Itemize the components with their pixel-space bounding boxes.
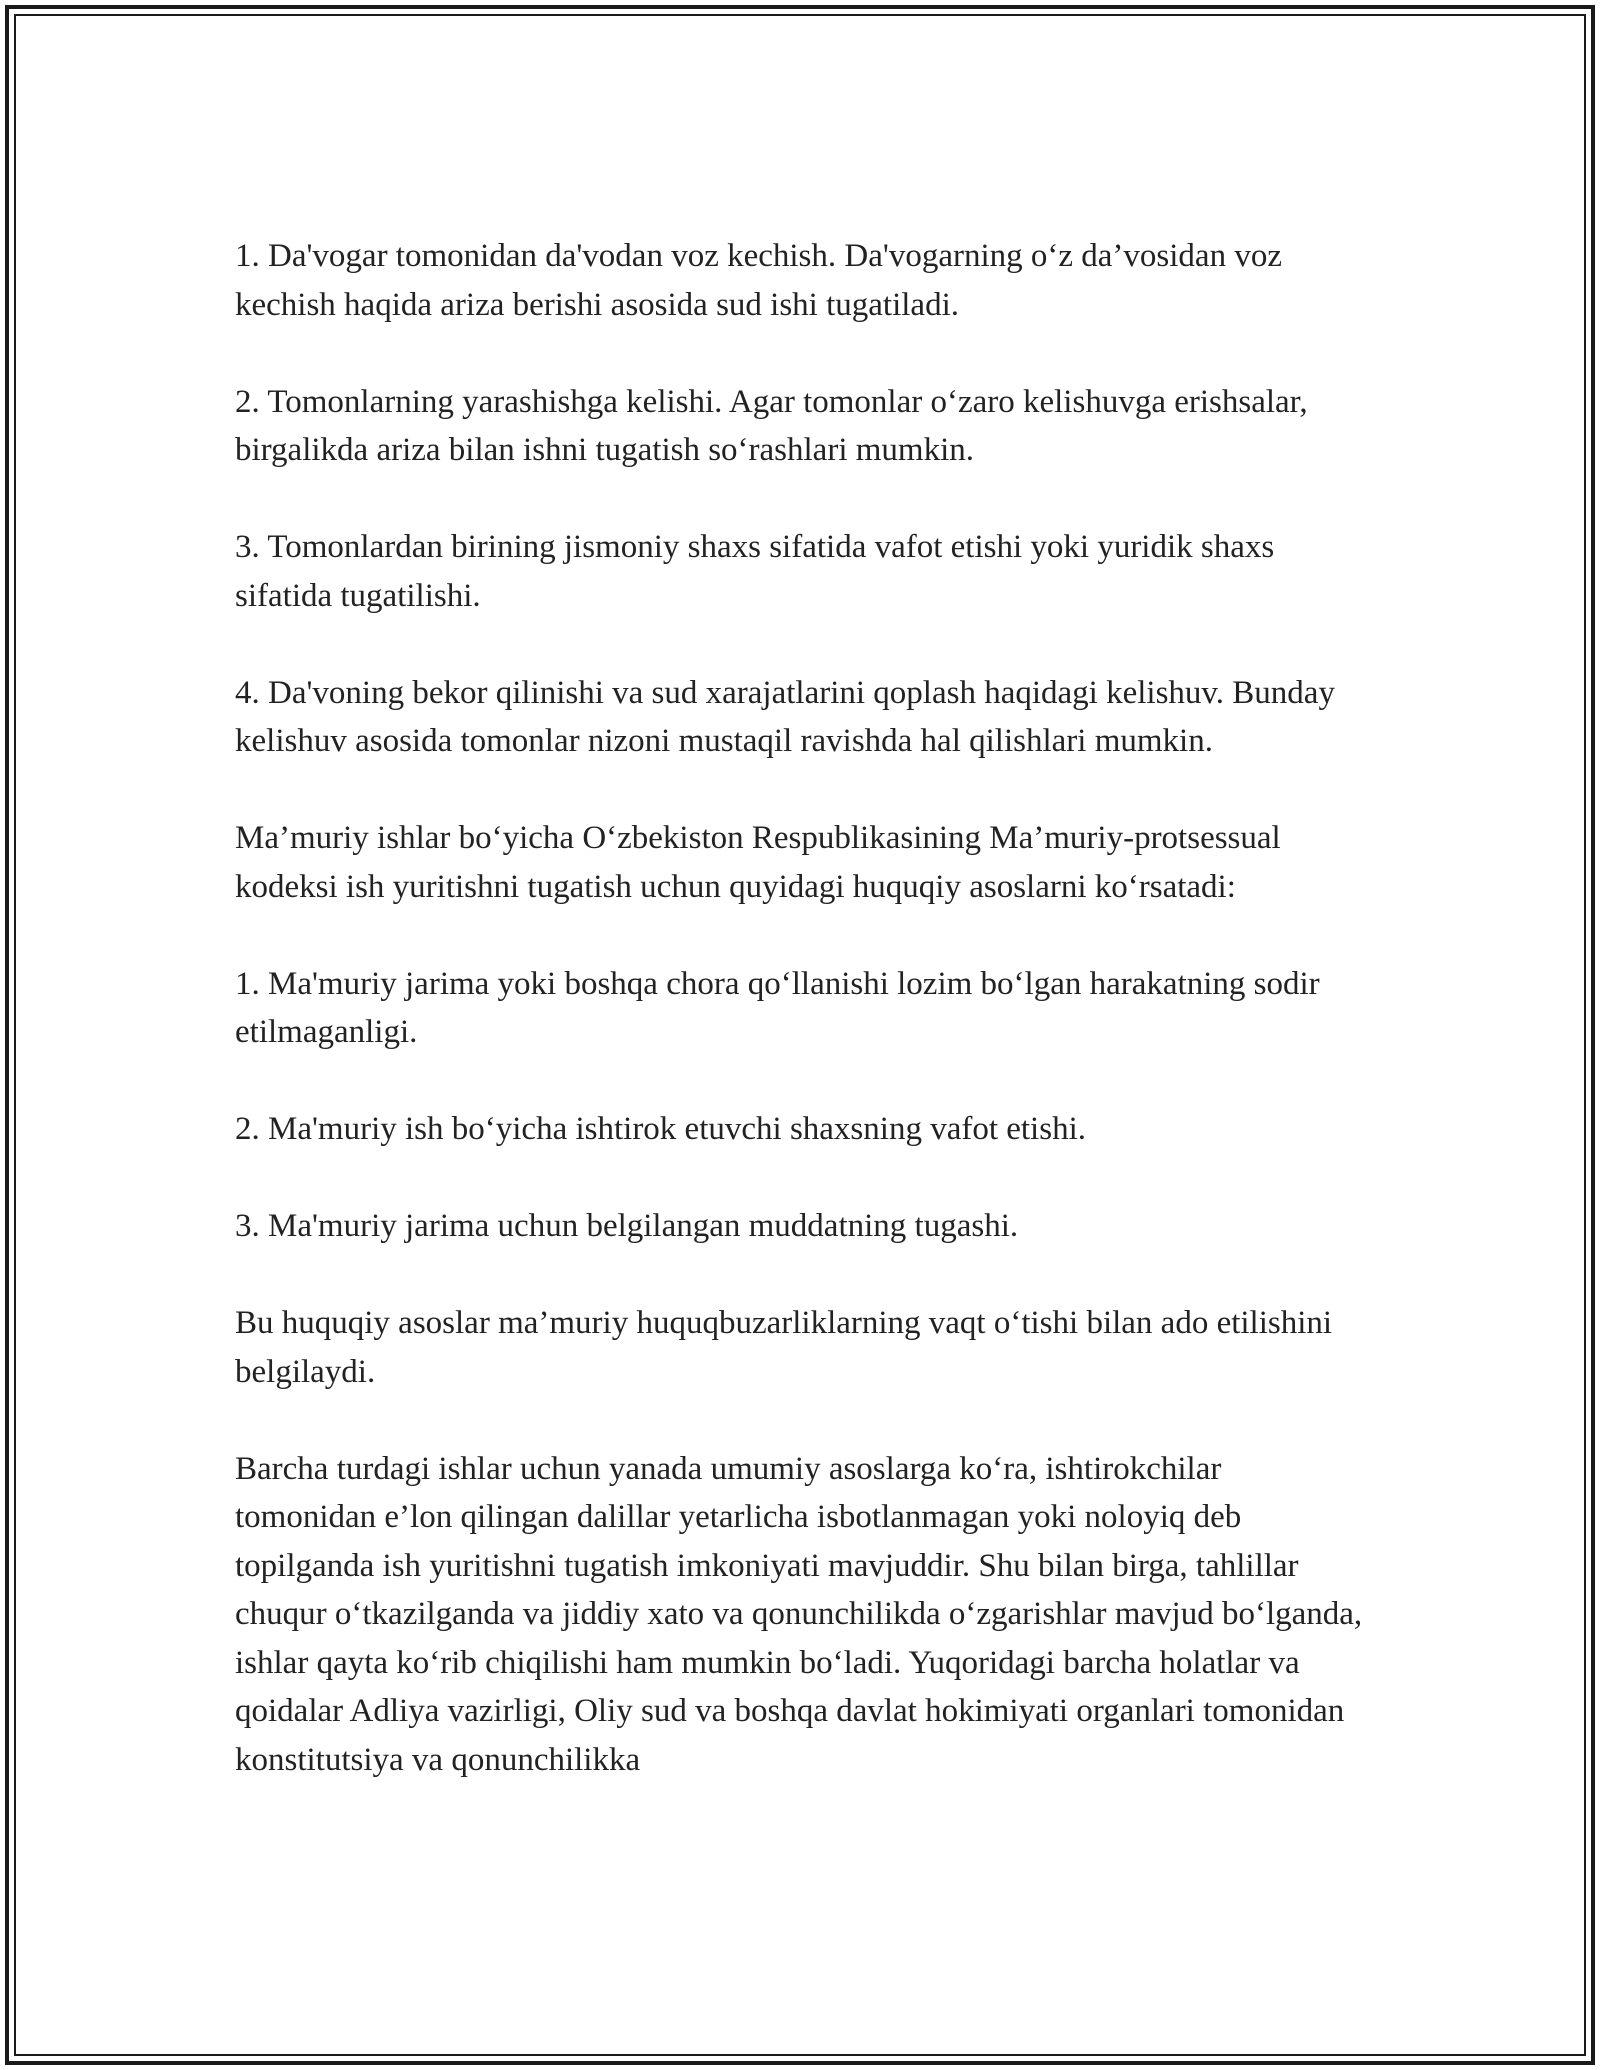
document-body	[235, 232, 1365, 1784]
paragraph: 3. Ma'muriy jarima uchun belgilangan muddatning tugashi.	[235, 1208, 1019, 1244]
paragraph: Bu huquqiy asoslar ma’muriy huquqbuzarliklarning vaqt o‘tishi bilan ado etilishini belgilaydi.	[235, 1305, 1333, 1390]
paragraph: 1. Ma'muriy jarima yoki boshqa chora qo‘llanishi lozim bo‘lgan harakatning sodir etilmaganligi.	[235, 965, 1320, 1050]
paragraph: Barcha turdagi ishlar uchun yanada umumiy asoslarga ko‘ra, ishtirokchilar tomonidan e’lon qilingan dalillar yetarlicha isbotlanmagan yoki noloyiq deb topilganda ish yuritishni tugatish imkoniyati mavjuddir. Shu bilan birga, tahlillar chuqur o‘tkazilganda va jiddiy xato va qonunchilikda o‘zgarishlar mavjud bo‘lganda, ishlar qayta ko‘rib chiqilishi ham mumkin bo‘ladi. Yuqoridagi barcha holatlar va qoidalar Adliya vazirligi, Oliy sud va boshqa davlat hokimiyati organlari tomonidan konstitutsiya va qonunchilikka	[235, 1450, 1363, 1778]
paragraph: 1. Da'vogar tomonidan da'vodan voz kechish. Da'vogarning o‘z da’vosidan voz kechish haqida ariza berishi asosida sud ishi tugatiladi.	[235, 238, 1282, 323]
paragraph: 4. Da'voning bekor qilinishi va sud xarajatlarini qoplash haqidagi kelishuv. Bunday kelishuv asosida tomonlar nizoni mustaqil ravishda hal qilishlari mumkin.	[235, 674, 1335, 759]
paragraph: Ma’muriy ishlar bo‘yicha O‘zbekiston Respublikasining Ma’muriy-protsessual kodeksi ish yuritishni tugatish uchun quyidagi huquqiy asoslarni ko‘rsatadi:	[235, 820, 1281, 905]
paragraph: 2. Ma'muriy ish bo‘yicha ishtirok etuvchi shaxsning vafot etishi.	[235, 1111, 1086, 1147]
paragraph: 2. Tomonlarning yarashishga kelishi. Agar tomonlar o‘zaro kelishuvga erishsalar, birgalikda ariza bilan ishni tugatish so‘rashlari mumkin.	[235, 383, 1308, 468]
paragraph: 3. Tomonlardan birining jismoniy shaxs sifatida vafot etishi yoki yuridik shaxs sifatida tugatilishi.	[235, 529, 1275, 614]
